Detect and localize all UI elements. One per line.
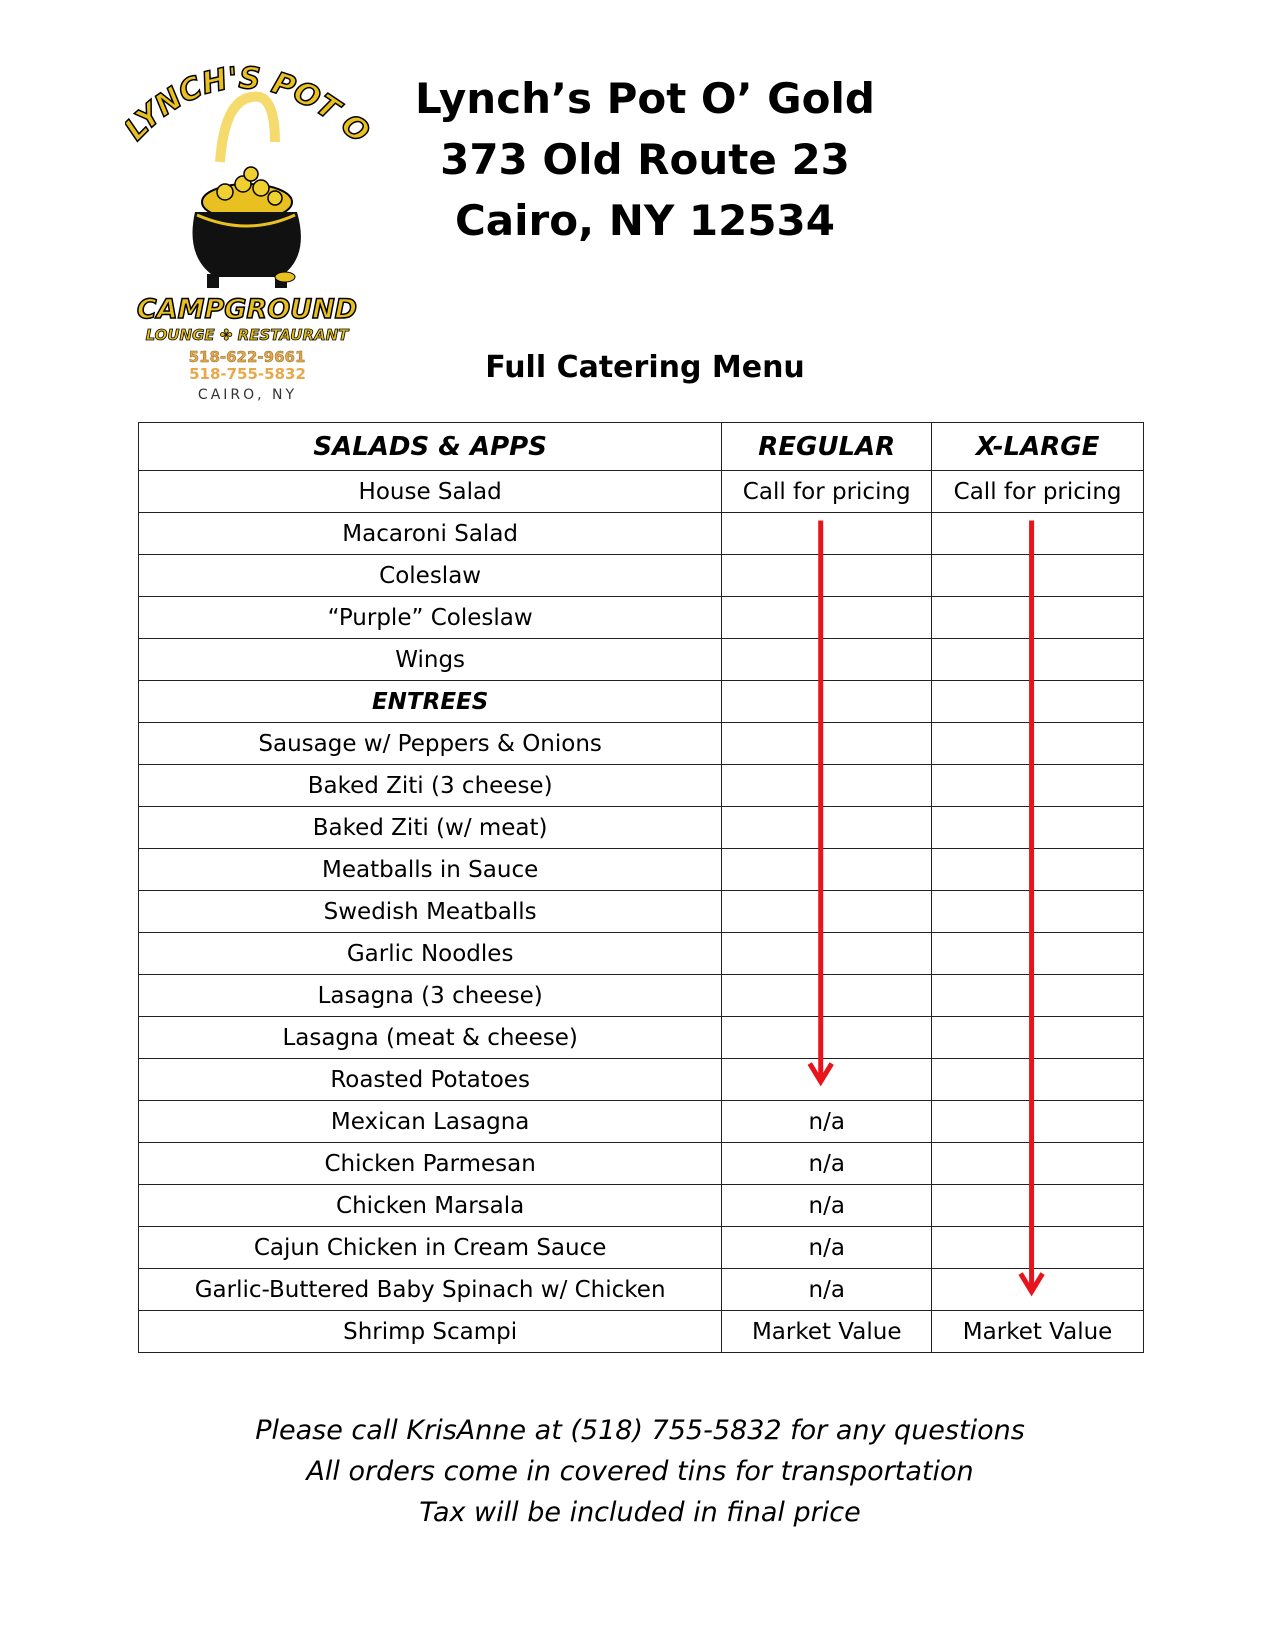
regular-price — [722, 681, 932, 723]
xlarge-price — [932, 639, 1144, 681]
regular-price: n/a — [722, 1227, 932, 1269]
menu-item-name: Chicken Parmesan — [139, 1143, 722, 1185]
regular-price — [722, 723, 932, 765]
regular-price: n/a — [722, 1101, 932, 1143]
xlarge-price — [932, 1227, 1144, 1269]
menu-item-name: Mexican Lasagna — [139, 1101, 722, 1143]
xlarge-price — [932, 1269, 1144, 1311]
logo-sub-text: LOUNGE ✤ RESTAURANT — [145, 326, 349, 344]
xlarge-price — [932, 765, 1144, 807]
regular-price — [722, 597, 932, 639]
table-row — [139, 597, 1144, 639]
table-row — [139, 849, 1144, 891]
table-row — [139, 471, 1144, 513]
xlarge-price: Call for pricing — [932, 471, 1144, 513]
logo-city: CAIRO, NY — [197, 387, 298, 403]
menu-item-name: House Salad — [139, 471, 722, 513]
xlarge-price — [932, 807, 1144, 849]
menu-item-name: Baked Ziti (w/ meat) — [139, 807, 722, 849]
menu-title: Full Catering Menu — [485, 350, 805, 385]
regular-price — [722, 765, 932, 807]
xlarge-price — [932, 513, 1144, 555]
xlarge-price — [932, 933, 1144, 975]
regular-price — [722, 849, 932, 891]
xlarge-price — [932, 681, 1144, 723]
table-row — [139, 1227, 1144, 1269]
xlarge-price — [932, 555, 1144, 597]
menu-item-name: Swedish Meatballs — [139, 891, 722, 933]
pot-of-gold-icon — [193, 167, 301, 288]
menu-item-name: Sausage w/ Peppers & Onions — [139, 723, 722, 765]
xlarge-price — [932, 1017, 1144, 1059]
regular-price — [722, 807, 932, 849]
menu-item-name: Roasted Potatoes — [139, 1059, 722, 1101]
menu-item-name: Garlic-Buttered Baby Spinach w/ Chicken — [139, 1269, 722, 1311]
regular-price: Call for pricing — [722, 471, 932, 513]
menu-item-name: Shrimp Scampi — [139, 1311, 722, 1353]
regular-price: n/a — [722, 1269, 932, 1311]
xlarge-price — [932, 975, 1144, 1017]
table-header-row — [139, 423, 1144, 471]
table-row — [139, 1311, 1144, 1353]
menu-rows — [139, 471, 1144, 1353]
xlarge-price — [932, 1143, 1144, 1185]
table-row — [139, 807, 1144, 849]
menu-item-name: Macaroni Salad — [139, 513, 722, 555]
xlarge-price: Market Value — [932, 1311, 1144, 1353]
logo-phone-2: 518-755-5832 — [189, 365, 306, 383]
table-row — [139, 1059, 1144, 1101]
restaurant-name: Lynch’s Pot O’ Gold — [415, 74, 875, 123]
column-header-xlarge: X-LARGE — [932, 423, 1144, 471]
menu-item-name: Meatballs in Sauce — [139, 849, 722, 891]
table-row — [139, 933, 1144, 975]
footer-contact: Please call KrisAnne at (518) 755-5832 for any questions — [255, 1415, 1025, 1446]
column-header-item: SALADS & APPS — [139, 423, 722, 471]
menu-item-name: Wings — [139, 639, 722, 681]
table-row — [139, 555, 1144, 597]
restaurant-address-block — [395, 68, 895, 251]
regular-price — [722, 1017, 932, 1059]
xlarge-price — [932, 1059, 1144, 1101]
footer-notes — [160, 1410, 1120, 1533]
menu-item-name: “Purple” Coleslaw — [139, 597, 722, 639]
column-header-regular: REGULAR — [722, 423, 932, 471]
regular-price — [722, 555, 932, 597]
regular-price — [722, 975, 932, 1017]
table-row — [139, 765, 1144, 807]
regular-price — [722, 639, 932, 681]
regular-price: n/a — [722, 1185, 932, 1227]
xlarge-price — [932, 597, 1144, 639]
section-header-row — [139, 681, 1144, 723]
xlarge-price — [932, 891, 1144, 933]
xlarge-price — [932, 1185, 1144, 1227]
xlarge-price — [932, 849, 1144, 891]
menu-item-name: Lasagna (meat & cheese) — [139, 1017, 722, 1059]
menu-item-name: Lasagna (3 cheese) — [139, 975, 722, 1017]
catering-menu-table — [138, 422, 1144, 1353]
footer-tins-note: All orders come in covered tins for transportation — [306, 1456, 974, 1487]
menu-item-name: Coleslaw — [139, 555, 722, 597]
regular-price: Market Value — [722, 1311, 932, 1353]
table-row — [139, 1017, 1144, 1059]
logo-campground-text: CAMPGROUND — [136, 294, 358, 325]
menu-item-name: Chicken Marsala — [139, 1185, 722, 1227]
street-address: 373 Old Route 23 — [440, 135, 850, 184]
regular-price — [722, 891, 932, 933]
table-row — [139, 1143, 1144, 1185]
xlarge-price — [932, 1101, 1144, 1143]
regular-price — [722, 933, 932, 975]
regular-price — [722, 1059, 932, 1101]
table-row — [139, 513, 1144, 555]
regular-price — [722, 513, 932, 555]
table-row — [139, 1185, 1144, 1227]
city-address: Cairo, NY 12534 — [454, 196, 835, 245]
menu-item-name: Garlic Noodles — [139, 933, 722, 975]
restaurant-logo — [125, 52, 370, 372]
table-row — [139, 891, 1144, 933]
table-row — [139, 723, 1144, 765]
regular-price: n/a — [722, 1143, 932, 1185]
section-title: ENTREES — [139, 681, 722, 723]
table-row — [139, 975, 1144, 1017]
table-row — [139, 639, 1144, 681]
menu-item-name: Baked Ziti (3 cheese) — [139, 765, 722, 807]
table-row — [139, 1101, 1144, 1143]
footer-tax-note: Tax will be included in final price — [419, 1497, 861, 1528]
menu-item-name: Cajun Chicken in Cream Sauce — [139, 1227, 722, 1269]
table-row — [139, 1269, 1144, 1311]
logo-phone-1: 518-622-9661 — [188, 348, 306, 366]
logo-arc-text: YNCH'S POT — [129, 60, 346, 138]
xlarge-price — [932, 723, 1144, 765]
